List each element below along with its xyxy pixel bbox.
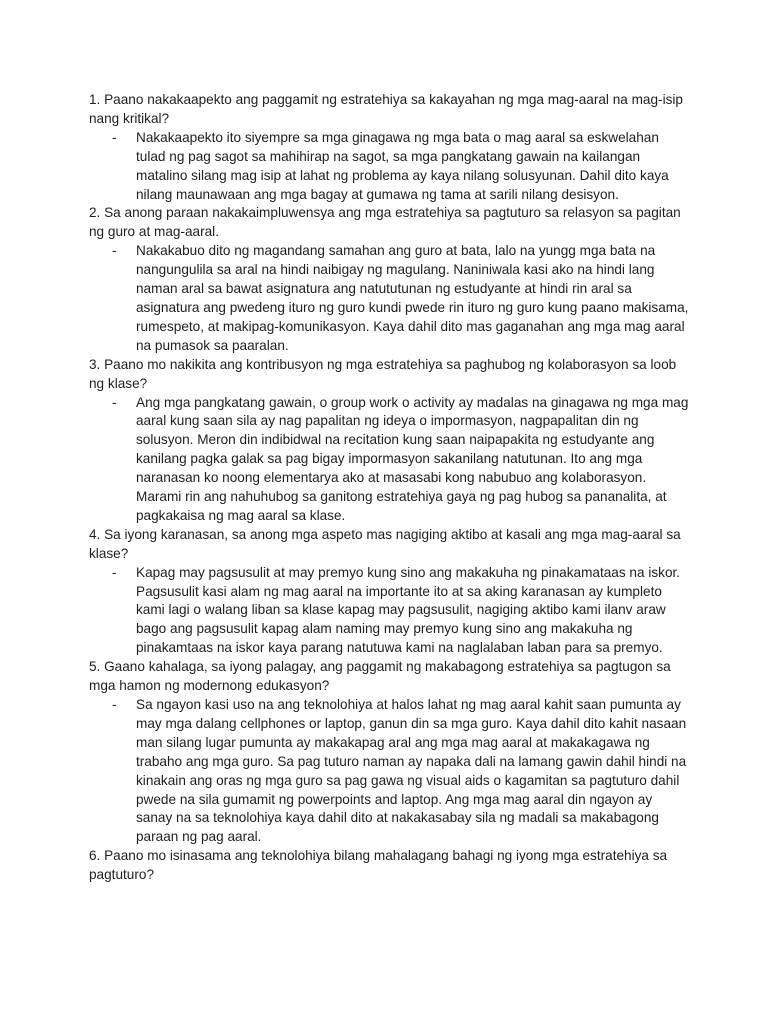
qa-item-3 <box>89 356 689 526</box>
question-2: 2. Sa anong paraan nakakaimpluwensya ang mga estratehiya sa pagtuturo sa relasyon sa pagitan ng guro at mag-aaral. <box>89 205 681 240</box>
bullet-dash: - <box>112 243 117 259</box>
answer-1 <box>89 129 689 205</box>
question-3: 3. Paano mo nakikita ang kontribusyon ng mga estratehiya sa paghubog ng kolaborasyon sa loob ng klase? <box>89 356 677 391</box>
question-6: 6. Paano mo isinasama ang teknolohiya bilang mahalagang bahagi ng iyong mga estratehiya sa pagtuturo? <box>89 848 668 883</box>
bullet-dash: - <box>112 394 117 410</box>
bullet-dash: - <box>112 129 117 145</box>
answer-5 <box>89 696 689 847</box>
answer-4 <box>89 564 689 659</box>
qa-item-4 <box>89 526 689 658</box>
bullet-dash: - <box>112 697 117 712</box>
question-4: 4. Sa iyong karanasan, sa anong mga aspeto mas nagiging aktibo at kasali ang mga mag-aaral sa klase? <box>89 526 681 561</box>
answer-2 <box>89 242 689 355</box>
answer-text-5: Sa ngayon kasi uso na ang teknolohiya at halos lahat ng mag aaral kahit saan pumunta ay may mga dalang cellphones or laptop, ganun din sa mga guro. Kaya dahil dito kahit nasaan man silang lugar pumunta ay makakapag aral ang mga mag aaral at makakagawa ng trabaho ang mga guro. Sa pag tuturo naman ay napaka dali na lamang gawin dahil hindi na kinakain ang oras ng mga guro sa pag gawa ng visual aids o kagamitan sa pagtuturo dahil pwede na sila gumamit ng powerpoints and laptop. Ang mga mag aaral din ngayon ay sanay na sa teknolohiya kaya dahil dito at nakakasabay sila ng madali sa makabagong paraan ng pag aaral. <box>136 697 687 845</box>
bullet-dash: - <box>112 564 117 580</box>
answer-text-1: Nakakaapekto ito siyempre sa mga ginagawa ng mga bata o mag aaral sa eskwelahan tulad ng pag sagot sa mahihirap na sagot, sa mga pangkatang gawain na kailangan matalino silang mag isip at lahat ng problema ay kaya nilang solusyunan. Dahil dito kaya nilang maunawaan ang mga bagay at gumawa ng tama at sarili nilang desisyon. <box>136 129 669 202</box>
qa-item-2 <box>89 204 689 355</box>
answer-3 <box>89 394 689 526</box>
qa-item-5 <box>89 658 689 847</box>
qa-item-1 <box>89 91 689 204</box>
qa-item-6 <box>89 847 689 885</box>
question-1: 1. Paano nakakaapekto ang paggamit ng estratehiya sa kakayahan ng mga mag-aaral na mag-isip nang kritikal? <box>89 92 683 126</box>
answer-text-3: Ang mga pangkatang gawain, o group work o activity ay madalas na ginagawa ng mga mag aaral kung saan sila ay nag papalitan ng ideya o impormasyon, nagpapalitan din ng solusyon. Meron din indibidwal na recitation kung saan naipapakita ng estudyante ang kanilang pagka galak sa pag bigay impormasyon sakanilang natutunan. Ito ang mga naranasan ko noong elementarya ako at masasabi kong nabubuo ang kolaborasyon. Marami rin ang nahuhubog sa ganitong estratehiya gaya ng pag hubog sa pananalita, at pagkakaisa ng mag aaral sa klase. <box>136 394 689 523</box>
answer-text-2: Nakakabuo dito ng magandang samahan ang guro at bata, lalo na yungg mga bata na nangungulila sa aral na hindi naibigay ng magulang. Naniniwala kasi ako na hindi lang naman aral sa bawat asignatura ang natututunan ng estudyante at hindi rin aral sa asignatura ang pwedeng ituro ng guro kundi pwede rin ituro ng guro kung paano makisama, rumespeto, at makipag-komunikasyon. Kaya dahil dito mas gaganahan ang mga mag aaral na pumasok sa paaralan. <box>136 243 689 353</box>
answer-text-4: Kapag may pagsusulit at may premyo kung sino ang makakuha ng pinakamataas na iskor. Pagsusulit kasi alam ng mag aaral na importante ito at sa aking karanasan ay kumpleto kami lagi o walang liban sa klase kapag may pagsusulit, nagiging aktibo kami ilanv araw bago ang pagsusulit kapag alam naming may premyo kung sino ang makakuha ng pinakamtaas na iskor kaya parang natutuwa kami na naglalaban laban para sa premyo. <box>136 564 681 656</box>
question-5: 5. Gaano kahalaga, sa iyong palagay, ang paggamit ng makabagong estratehiya sa pagtugon sa mga hamon ng modernong edukasyon? <box>89 659 671 694</box>
document-body <box>89 91 689 885</box>
